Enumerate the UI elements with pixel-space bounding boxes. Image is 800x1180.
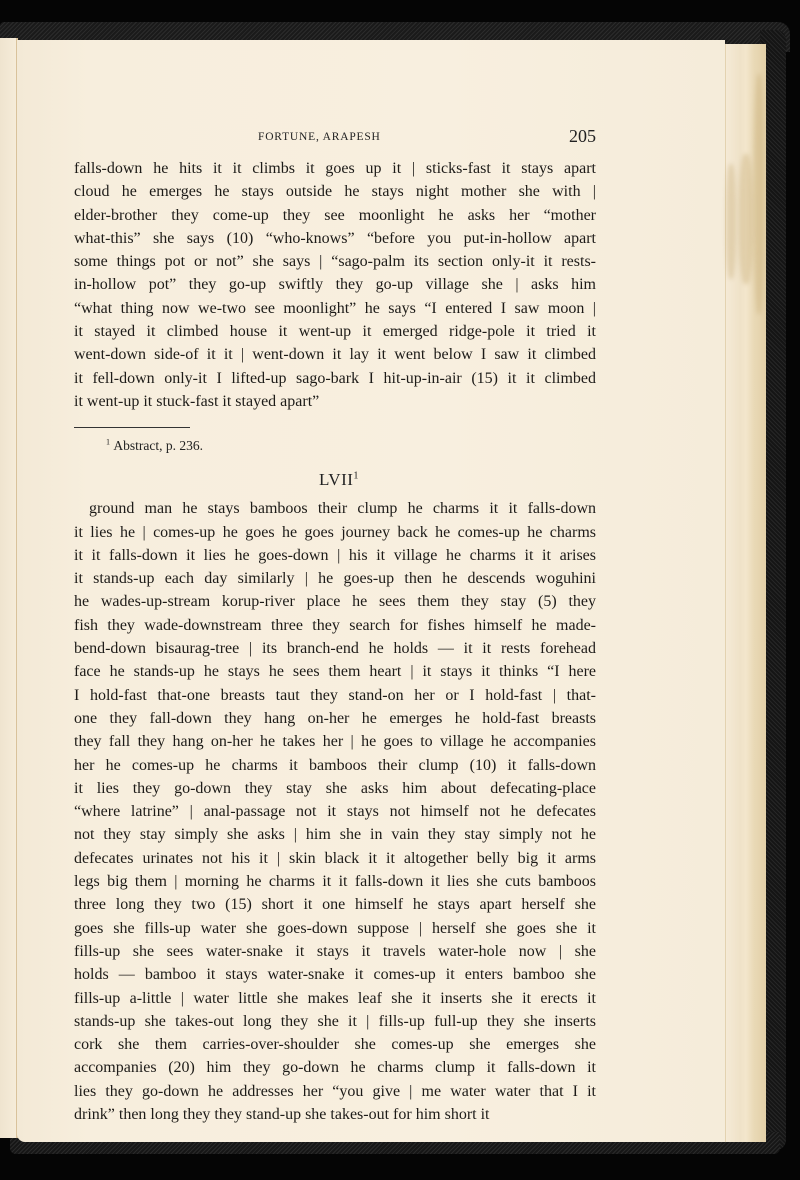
text-line: drink” then long they they stand-up she takes-out for him short it: [74, 1105, 490, 1123]
text-line: lies they go-down he addresses her “you give | me water water that I it: [74, 1082, 596, 1100]
text-line: it lies he | comes-up he goes he goes journey back he comes-up he charms: [74, 523, 596, 541]
paragraph-lvii: [74, 497, 596, 1126]
footnote-rule: [74, 427, 190, 428]
text-line: it fell-down only-it I lifted-up sago-bark I hit-up-in-air (15) it it climbed: [74, 369, 596, 387]
previous-page-edge: [0, 38, 18, 1138]
text-line: it stayed it climbed house it went-up it emerged ridge-pole it tried it: [74, 323, 596, 341]
text-line: in-hollow pot” they go-up swiftly they go-up village she | asks him: [74, 276, 596, 294]
page-fore-edge: [725, 44, 766, 1142]
text-line: ground man he stays bamboos their clump he charms it it falls-down: [89, 500, 596, 518]
text-line: it stands-up each day similarly | he goes-up then he descends woguhini: [74, 570, 596, 588]
water-stain: [726, 164, 736, 279]
text-line: fills-up a-little | water little she makes leaf she it inserts she it erects it: [74, 989, 596, 1007]
page-header: [74, 124, 596, 150]
text-line: some things pot or not” she says | “sago-palm its section only-it it rests-: [74, 253, 596, 271]
text-line: falls-down he hits it it climbs it goes up it | sticks-fast it stays apart: [74, 160, 596, 177]
footnote-text: Abstract, p. 236.: [113, 438, 204, 454]
text-line: fish they wade-downstream three they search for fishes himself he made-: [74, 616, 596, 634]
text-line: “where latrine” | anal-passage not it stays not himself not he defecates: [74, 803, 596, 821]
footnote: [74, 437, 596, 455]
text-column: [74, 157, 596, 1126]
text-line: they fall they hang on-her he takes her | he goes to village he accompanies: [74, 733, 596, 751]
text-line: defecates urinates not his it | skin black it it altogether belly big it arms: [74, 849, 596, 867]
text-line: cloud he emerges he stays outside he stays night mother she with |: [74, 183, 596, 201]
text-line: “what thing now we-two see moonlight” he says “I entered I saw moon |: [74, 299, 596, 317]
text-line: her he comes-up he charms it bamboos their clump (10) it falls-down: [74, 756, 596, 774]
text-line: what-this” she says (10) “who-knows” “before you put-in-hollow apart: [74, 229, 596, 247]
section-footnote-marker: 1: [353, 470, 360, 482]
text-line: accompanies (20) him they go-down he charms clump it falls-down it: [74, 1059, 596, 1077]
text-line: bend-down bisaurag-tree | its branch-end he holds — it it rests forehead: [74, 640, 596, 658]
text-line: goes she fills-up water she goes-down suppose | herself she goes she it: [74, 919, 596, 937]
text-line: it lies they go-down they stay she asks him about defecating-place: [74, 779, 596, 797]
text-line: I hold-fast that-one breasts taut they stand-on her or I hold-fast | that-: [74, 686, 596, 704]
text-line: cork she them carries-over-shoulder she comes-up she emerges she: [74, 1036, 596, 1054]
text-line: elder-brother they come-up they see moonlight he asks her “mother: [74, 206, 596, 224]
section-heading: [74, 465, 596, 495]
text-line: stands-up she takes-out long they she it | fills-up full-up they she inserts: [74, 1012, 596, 1030]
text-line: went-down side-of it it | went-down it lay it went below I saw it climbed: [74, 346, 596, 364]
text-line: not they stay simply she asks | him she in vain they stay simply not he: [74, 826, 596, 844]
paragraph-continued: [74, 157, 596, 413]
text-line: it it falls-down it lies he goes-down | his it village he charms it it arises: [74, 546, 596, 564]
text-line: he wades-up-stream korup-river place he sees them they stay (5) they: [74, 593, 596, 611]
text-line: legs big them | morning he charms it it falls-down it lies she cuts bamboos: [74, 873, 596, 891]
text-line: face he stands-up he stays he sees them heart | it stays it thinks “I here: [74, 663, 596, 681]
page-number: 205: [569, 126, 596, 146]
water-stain: [754, 74, 764, 314]
section-numeral: LVII: [318, 470, 354, 490]
water-stain: [739, 154, 753, 284]
text-line: it went-up it stuck-fast it stayed apart”: [74, 392, 320, 410]
text-line: holds — bamboo it stays water-snake it comes-up it enters bamboo she: [74, 966, 596, 984]
text-line: fills-up she sees water-snake it stays it travels water-hole now | she: [74, 942, 596, 960]
text-line: one they fall-down they hang on-her he emerges he hold-fast breasts: [74, 709, 596, 727]
footnote-marker: 1: [106, 437, 111, 447]
text-line: three long they two (15) short it one himself he stays apart herself she: [74, 896, 596, 914]
running-head: FORTUNE, ARAPESH: [258, 131, 381, 143]
